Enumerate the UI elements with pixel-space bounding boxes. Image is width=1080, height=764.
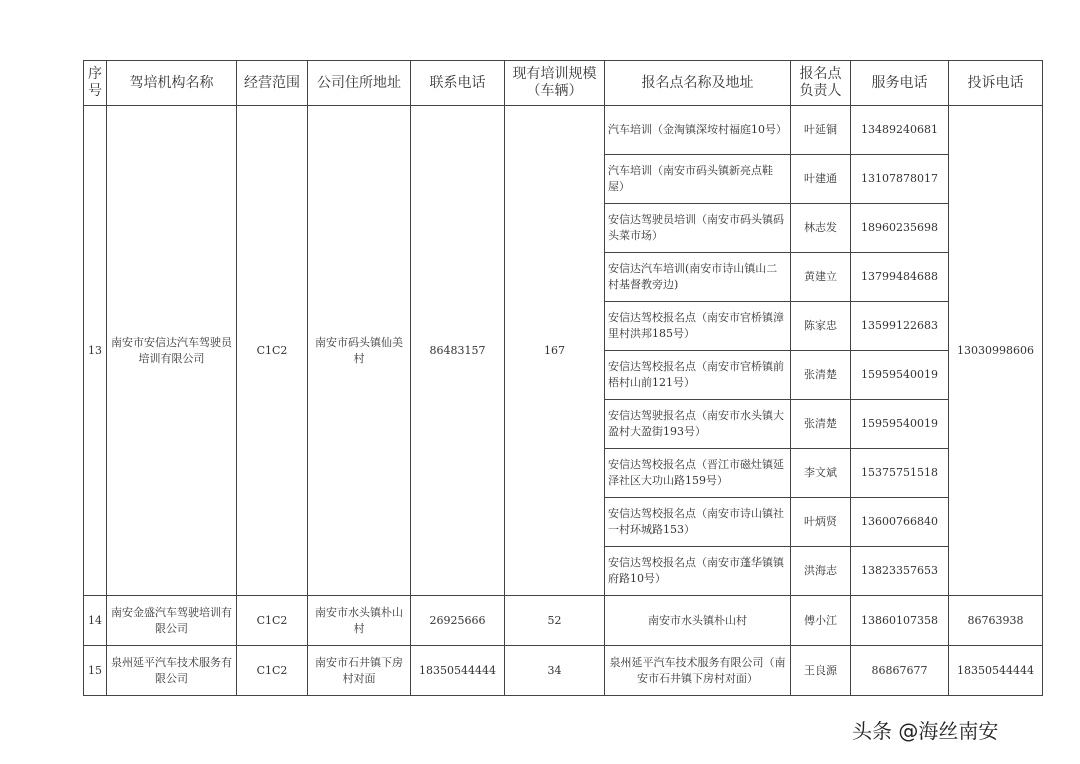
signup-point-manager: 傅小江 (791, 596, 851, 646)
business-scope: C1C2 (237, 596, 308, 646)
signup-point-address: 泉州延平汽车技术服务有限公司（南安市石井镇下房村对面） (605, 646, 791, 696)
column-header: 驾培机构名称 (107, 61, 237, 106)
signup-point-manager: 叶延铜 (791, 106, 851, 155)
signup-point-address: 汽车培训（南安市码头镇新亮点鞋屋） (605, 155, 791, 204)
signup-point-address: 汽车培训（金淘镇深垵村福庭10号） (605, 106, 791, 155)
service-phone: 13489240681 (851, 106, 949, 155)
service-phone: 13107878017 (851, 155, 949, 204)
row-number: 15 (84, 646, 107, 696)
service-phone: 13860107358 (851, 596, 949, 646)
signup-point-address: 安信达驾驶报名点（南安市水头镇大盈村大盈街193号） (605, 400, 791, 449)
signup-point-manager: 张清楚 (791, 400, 851, 449)
signup-point-address: 安信达驾校报名点（南安市蓬华镇镇府路10号） (605, 547, 791, 596)
service-phone: 13823357653 (851, 547, 949, 596)
complaint-phone: 13030998606 (949, 106, 1043, 596)
school-name: 南安市安信达汽车驾驶员培训有限公司 (107, 106, 237, 596)
column-header: 投诉电话 (949, 61, 1043, 106)
business-scope: C1C2 (237, 106, 308, 596)
service-phone: 15375751518 (851, 449, 949, 498)
contact-phone: 18350544444 (411, 646, 505, 696)
signup-point-address: 安信达驾校报名点（晋江市磁灶镇延泽社区大功山路159号） (605, 449, 791, 498)
training-scale: 167 (505, 106, 605, 596)
signup-point-manager: 李文斌 (791, 449, 851, 498)
signup-point-manager: 林志发 (791, 204, 851, 253)
business-scope: C1C2 (237, 646, 308, 696)
signup-point-address: 安信达驾校报名点（南安市官桥镇漳里村洪邦185号） (605, 302, 791, 351)
signup-point-manager: 陈家忠 (791, 302, 851, 351)
signup-point-address: 安信达驾校报名点（南安市诗山镇社一村环城路153） (605, 498, 791, 547)
signup-point-address: 安信达驾驶员培训（南安市码头镇码头菜市场） (605, 204, 791, 253)
complaint-phone: 86763938 (949, 596, 1043, 646)
row-number: 13 (84, 106, 107, 596)
column-header: 报名点负责人 (791, 61, 851, 106)
company-address: 南安市码头镇仙美村 (308, 106, 411, 596)
column-header: 现有培训规模（车辆） (505, 61, 605, 106)
school-name: 南安金盛汽车驾驶培训有限公司 (107, 596, 237, 646)
driving-school-table (83, 60, 1043, 696)
signup-point-manager: 王良源 (791, 646, 851, 696)
company-address: 南安市水头镇朴山村 (308, 596, 411, 646)
service-phone: 15959540019 (851, 400, 949, 449)
signup-point-manager: 洪海志 (791, 547, 851, 596)
service-phone: 86867677 (851, 646, 949, 696)
complaint-phone: 18350544444 (949, 646, 1043, 696)
signup-point-address: 安信达汽车培训(南安市诗山镇山二村基督教旁边) (605, 253, 791, 302)
row-number: 14 (84, 596, 107, 646)
column-header: 联系电话 (411, 61, 505, 106)
signup-point-manager: 叶炳贤 (791, 498, 851, 547)
company-address: 南安市石井镇下房村对面 (308, 646, 411, 696)
signup-point-address: 安信达驾校报名点（南安市官桥镇前梧村山前121号） (605, 351, 791, 400)
service-phone: 18960235698 (851, 204, 949, 253)
table-row (84, 596, 1043, 646)
service-phone: 13599122683 (851, 302, 949, 351)
signup-point-manager: 黄建立 (791, 253, 851, 302)
service-phone: 13799484688 (851, 253, 949, 302)
watermark: 头条 @海丝南安 (852, 719, 999, 743)
contact-phone: 86483157 (411, 106, 505, 596)
signup-point-manager: 叶建通 (791, 155, 851, 204)
training-scale: 52 (505, 596, 605, 646)
service-phone: 15959540019 (851, 351, 949, 400)
column-header: 服务电话 (851, 61, 949, 106)
signup-point-address: 南安市水头镇朴山村 (605, 596, 791, 646)
table-row (84, 646, 1043, 696)
signup-point-manager: 张清楚 (791, 351, 851, 400)
column-header: 公司住所地址 (308, 61, 411, 106)
column-header: 报名点名称及地址 (605, 61, 791, 106)
column-header: 经营范围 (237, 61, 308, 106)
header-row (84, 61, 1043, 106)
service-phone: 13600766840 (851, 498, 949, 547)
school-name: 泉州延平汽车技术服务有限公司 (107, 646, 237, 696)
contact-phone: 26925666 (411, 596, 505, 646)
training-scale: 34 (505, 646, 605, 696)
column-header: 序号 (84, 61, 107, 106)
table-row (84, 106, 1043, 155)
